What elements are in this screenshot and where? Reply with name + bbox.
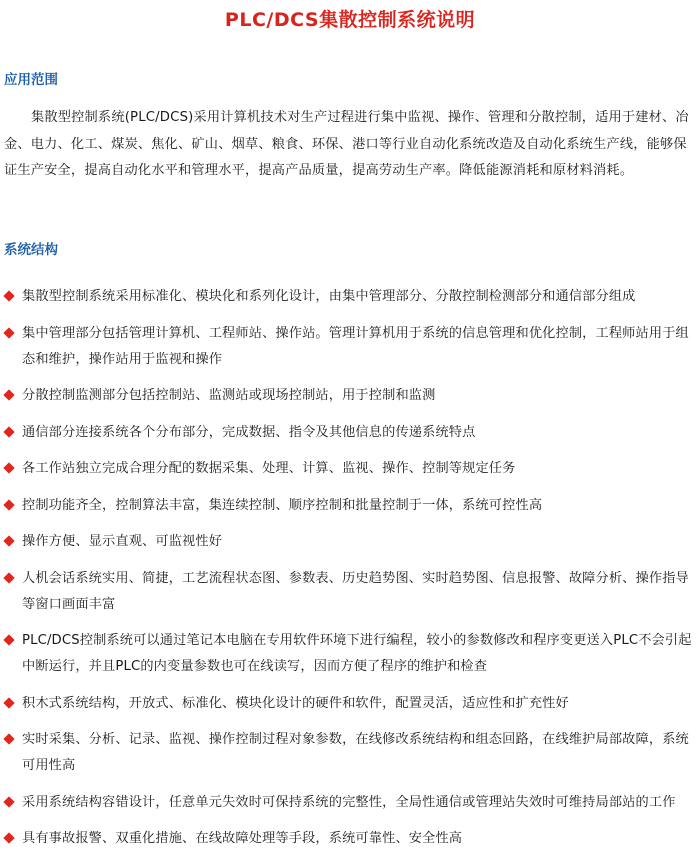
diamond-bullet-icon [3, 389, 14, 400]
diamond-bullet-icon [3, 634, 14, 645]
diamond-bullet-icon [3, 290, 14, 301]
list-item-text: PLC/DCS控制系统可以通过笔记本电脑在专用软件环境下进行编程，较小的参数修改和程序变更送入PLC不会引起中断运行，并且PLC的内变量参数也可在线读写，因而方便了程序的维护和检查 [22, 633, 692, 674]
list-item [0, 691, 698, 717]
list-item [0, 826, 698, 852]
list-item-text: 集中管理部分包括管理计算机、工程师站、操作站。管理计算机用于系统的信息管理和优化控制，工程师站用于组态和维护，操作站用于监视和操作 [22, 325, 689, 367]
list-item [0, 628, 698, 680]
diamond-bullet-icon [3, 733, 14, 744]
list-item-text: 采用系统结构容错设计，任意单元失效时可保持系统的完整性，全局性通信或管理站失效时可维持局部站的工作 [22, 794, 676, 810]
list-item [0, 456, 698, 482]
diamond-bullet-icon [3, 327, 14, 338]
list-item-text: 分散控制监测部分包括控制站、监测站或现场控制站，用于控制和监测 [22, 388, 436, 403]
section-heading-scope: 应用范围 [4, 72, 58, 88]
list-item-text: 操作方便、显示直观、可监视性好 [22, 534, 223, 549]
list-item-text: 人机会话系统实用、简捷，工艺流程状态图、参数表、历史趋势图、实时趋势图、信息报警、故障分析、操作指导等窗口画面丰富 [22, 570, 689, 612]
list-item-text: 控制功能齐全，控制算法丰富，集连续控制、顺序控制和批量控制于一体，系统可控性高 [22, 497, 543, 513]
list-item [0, 420, 698, 446]
list-item-text: 实时采集、分析、记录、监视、操作控制过程对象参数，在线修改系统结构和组态回路，在线维护局部故障，系统可用性高 [22, 732, 689, 773]
diamond-bullet-icon [3, 426, 14, 437]
diamond-bullet-icon [3, 697, 14, 708]
list-item-text: 通信部分连接系统各个分布部分，完成数据、指令及其他信息的传递系统特点 [22, 424, 476, 440]
list-item-text: 具有事故报警、双重化措施、在线故障处理等手段，系统可靠性、安全性高 [22, 831, 463, 846]
page-title: PLC/DCS集散控制系统说明 [224, 9, 476, 31]
diamond-bullet-icon [3, 796, 14, 807]
list-item [0, 383, 698, 409]
diamond-bullet-icon [3, 572, 14, 583]
list-item-text: 各工作站独立完成合理分配的数据采集、处理、计算、监视、操作、控制等规定任务 [22, 461, 516, 476]
list-item [0, 566, 698, 618]
list-item [0, 321, 698, 373]
list-item [0, 493, 698, 519]
list-item-text: 积木式系统结构，开放式、标准化、模块化设计的硬件和软件，配置灵活，适应性和扩充性好 [22, 695, 569, 711]
diamond-bullet-icon [3, 462, 14, 473]
list-item [0, 529, 698, 555]
section-heading-structure: 系统结构 [4, 242, 58, 258]
list-item [0, 284, 698, 310]
list-item [0, 790, 698, 816]
structure-list [0, 284, 698, 863]
list-item-text: 集散型控制系统采用标准化、模块化和系列化设计，由集中管理部分、分散控制检测部分和通信部分组成 [22, 289, 636, 304]
list-item [0, 727, 698, 779]
scope-paragraph: 集散型控制系统(PLC/DCS)采用计算机技术对生产过程进行集中监视、操作、管理和分散控制，适用于建材、冶金、电力、化工、煤炭、焦化、矿山、烟草、粮食、环保、港口等行业自动化系统改造及自动化系统生产线，能够保证生产安全，提高自动化水平和管理水平，提高产品质量，提高劳动生产率。降低能源消耗和原材料消耗。 [4, 110, 689, 178]
diamond-bullet-icon [3, 535, 14, 546]
diamond-bullet-icon [3, 832, 14, 843]
diamond-bullet-icon [3, 499, 14, 510]
